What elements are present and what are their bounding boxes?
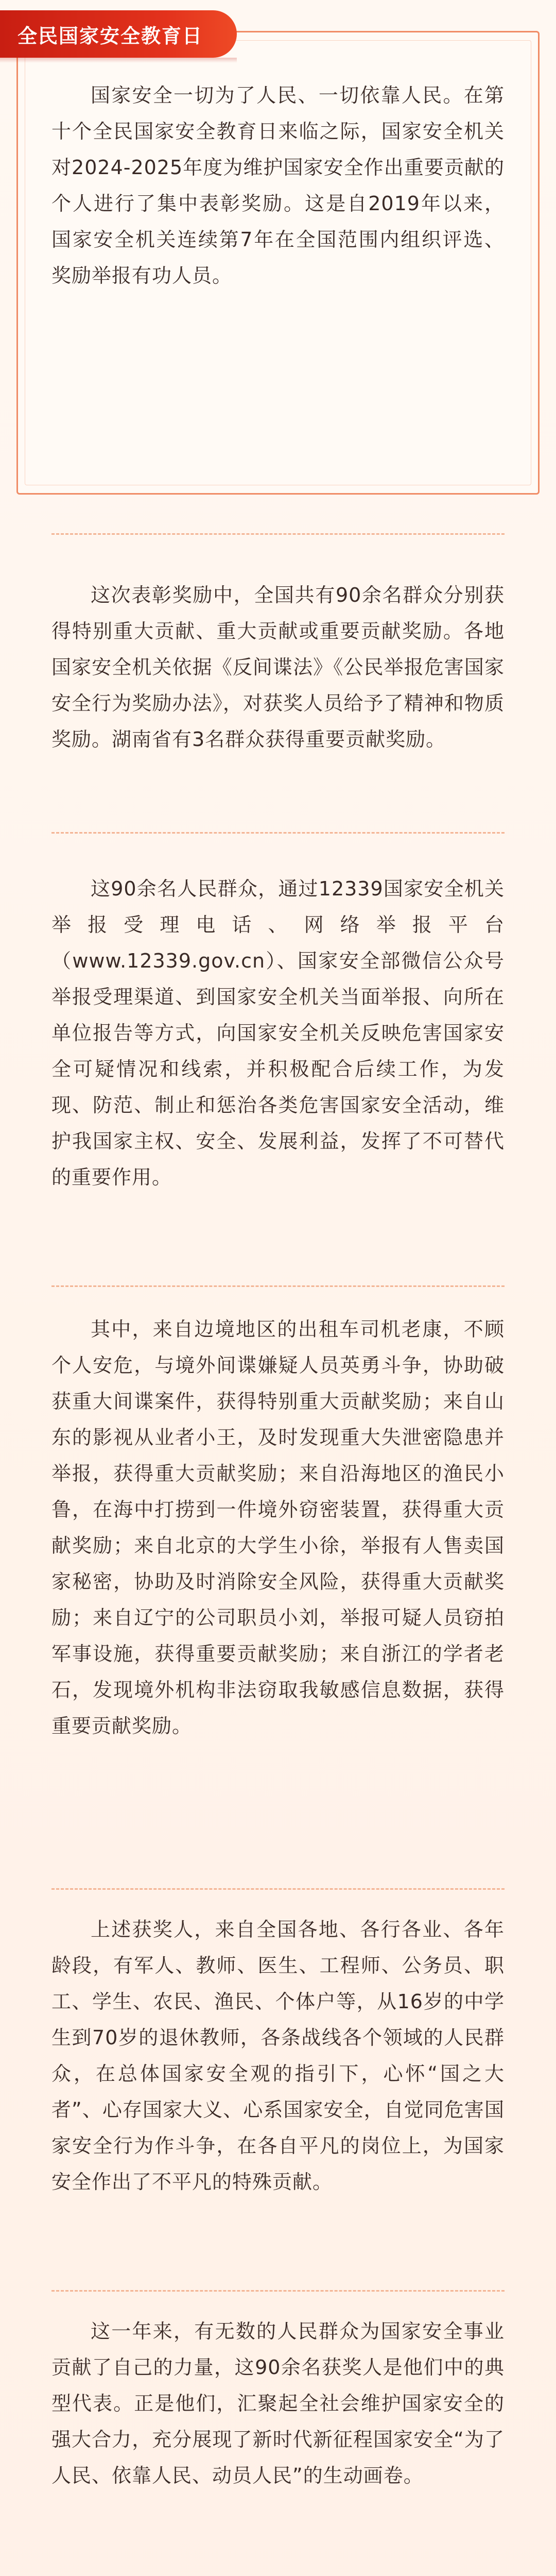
- section-divider: [51, 1285, 505, 1287]
- section-divider: [51, 533, 505, 535]
- section-tab-label: 全民国家安全教育日: [18, 24, 203, 47]
- section-tab-shadow: [0, 58, 237, 63]
- section-tab: [0, 10, 237, 58]
- paragraph-reporting-channels: 这90余名人民群众，通过12339国家安全机关举报受理电话、网络举报平台（www.12339.gov.cn）、国家安全部微信公众号举报受理渠道、到国家安全机关当面举报、向所在单位报告等方式，向国家安全机关反映危害国家安全可疑情况和线索，并积极配合后续工作，为发现、防范、制止和惩治各类危害国家安全活动，维护我国家主权、安全、发展利益，发挥了不可替代的重要作用。: [51, 877, 505, 1189]
- section-divider: [51, 1888, 505, 1890]
- paragraph-intro: 国家安全一切为了人民、一切依靠人民。在第十个全民国家安全教育日来临之际，国家安全机关对2024-2025年度为维护国家安全作出重要贡献的个人进行了集中表彰奖励。这是自2019年以来，国家安全机关连续第7年在全国范围内组织评选、奖励举报有功人员。: [51, 84, 505, 287]
- paragraph-award-summary: 这次表彰奖励中，全国共有90余名群众分别获得特别重大贡献、重大贡献或重要贡献奖励。各地国家安全机关依据《反间谍法》《公民举报危害国家安全行为奖励办法》，对获奖人员给予了精神和物质奖励。湖南省有3名群众获得重要贡献奖励。: [51, 584, 505, 751]
- paragraph-awardee-backgrounds: 上述获奖人，来自全国各地、各行各业、各年龄段，有军人、教师、医生、工程师、公务员、职工、学生、农民、渔民、个体户等，从16岁的中学生到70岁的退休教师，各条战线各个领域的人民群众，在总体国家安全观的指引下，心怀“国之大者”、心存国家大义、心系国家安全，自觉同危害国家安全行为作斗争，在各自平凡的岗位上，为国家安全作出了不平凡的特殊贡献。: [51, 1918, 505, 2193]
- section-divider: [51, 2290, 505, 2292]
- paragraph-year-review: 这一年来，有无数的人民群众为国家安全事业贡献了自己的力量，这90余名获奖人是他们中的典型代表。正是他们，汇聚起全社会维护国家安全的强大合力，充分展现了新时代新征程国家安全“为了人民、依靠人民、动员人民”的生动画卷。: [51, 2320, 505, 2487]
- section-divider: [51, 832, 505, 834]
- paragraph-award-examples: 其中，来自边境地区的出租车司机老康，不顾个人安危，与境外间谍嫌疑人员英勇斗争，协助破获重大间谍案件，获得特别重大贡献奖励；来自山东的影视从业者小王，及时发现重大失泄密隐患并举报，获得重大贡献奖励；来自沿海地区的渔民小鲁，在海中打捞到一件境外窃密装置，获得重大贡献奖励；来自北京的大学生小徐，举报有人售卖国家秘密，协助及时消除安全风险，获得重大贡献奖励；来自辽宁的公司职员小刘，举报可疑人员窃拍军事设施，获得重要贡献奖励；来自浙江的学者老石，发现境外机构非法窃取我敏感信息数据，获得重要贡献奖励。: [51, 1318, 505, 1737]
